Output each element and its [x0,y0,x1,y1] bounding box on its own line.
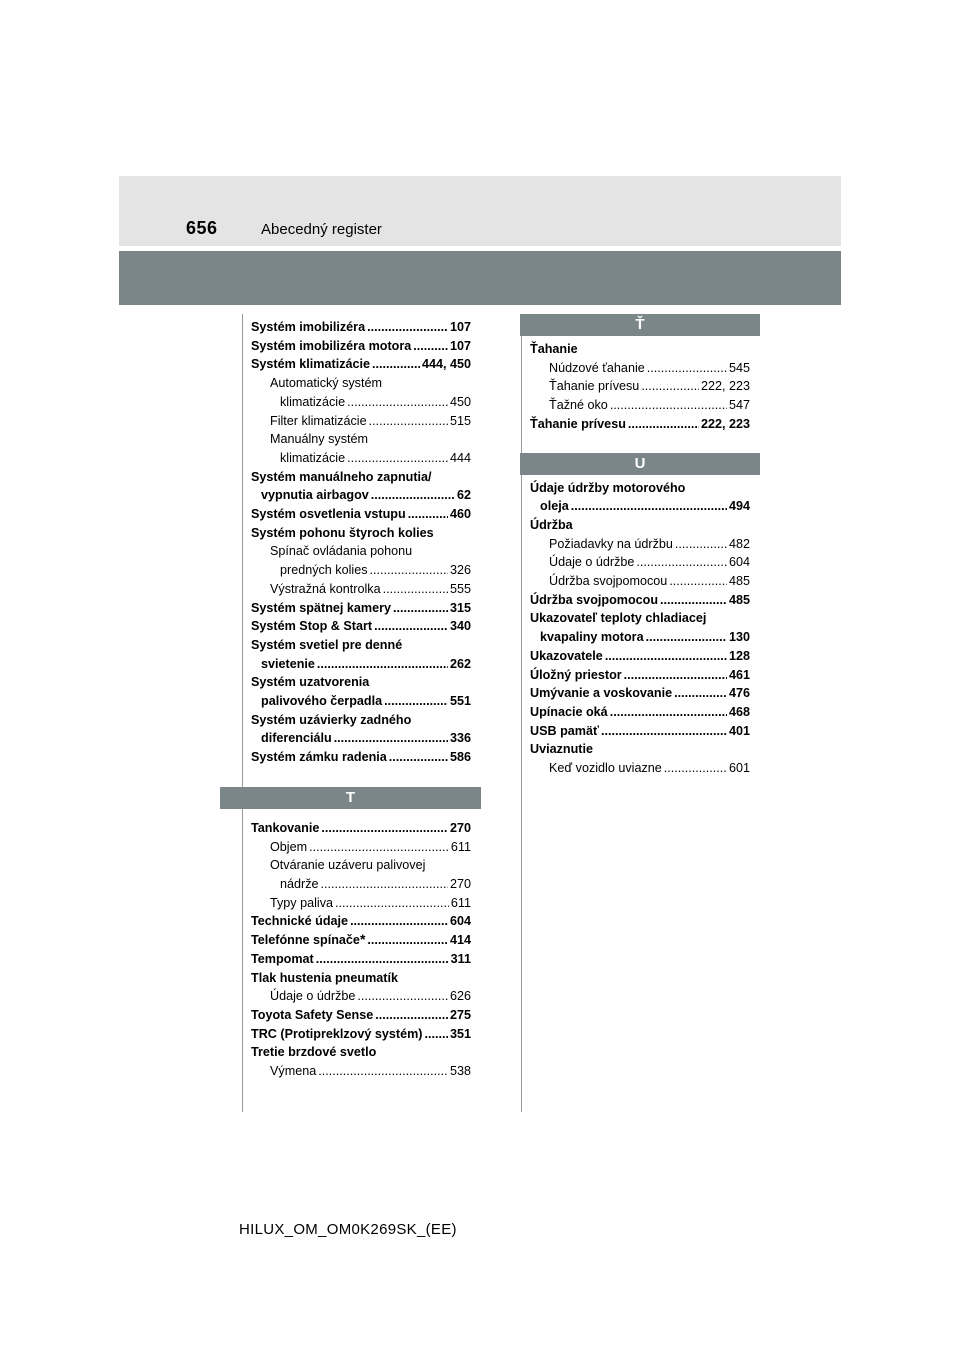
index-term: Automatický systém [270,376,382,391]
dot-leader [309,838,449,857]
index-term: Systém pohonu štyroch kolies [251,525,434,540]
index-entry [251,393,471,412]
index-entry [251,1062,471,1081]
index-entry [530,415,750,434]
dot-leader [641,377,699,396]
index-entry [251,729,471,748]
index-entry [251,524,471,543]
page-reference: 222, 223 [700,379,750,394]
page-reference: 545 [728,360,750,375]
section-header-u: U [520,453,760,475]
index-term: Otváranie uzáveru palivovej [270,858,426,873]
page-reference: 601 [728,761,750,776]
index-term: Ťahanie prívesu [530,416,626,431]
dot-leader [383,580,448,599]
index-term: Systém osvetlenia vstupu [251,507,406,522]
index-term: Systém Stop & Start [251,619,373,634]
index-term: Manuálny systém [270,432,368,447]
dot-leader [660,591,727,610]
index-entry [530,497,750,516]
dot-leader [370,561,448,580]
dot-leader [424,1025,448,1044]
index-entry: Telefónne spínače * ..... 414 [251,931,471,950]
index-entry [251,856,471,875]
page-reference: 494 [728,499,750,514]
section-header-t-caron: Ť [520,314,760,336]
index-term: predných kolies [280,563,368,578]
page-reference: 336 [449,731,471,746]
index-term: Tankovanie [251,820,320,835]
index-entry [530,591,750,610]
index-entry [251,838,471,857]
index-term: Uviaznutie [530,742,593,757]
column-rule-middle [521,314,522,1112]
page-reference: 444, 450 [421,357,471,372]
index-group [251,318,471,767]
index-term: Systém zámku radenia [251,750,387,765]
index-term: Ťahanie [530,342,578,356]
page-reference: 485 [728,574,750,589]
index-term: TRC (Protipreklzový systém) [251,1026,423,1041]
index-term: Požiadavky na údržbu [549,536,673,551]
index-term: Objem [270,839,308,854]
index-term: Ťažné oko [549,398,608,413]
index-entry [530,647,750,666]
index-group [251,819,471,1081]
index-entry [530,703,750,722]
page-reference: 311 [450,951,471,966]
index-term: Ukazovateľ teploty chladiacej [530,611,707,626]
index-entry [251,969,471,988]
dot-leader [318,1062,448,1081]
page-reference: 538 [449,1064,471,1079]
index-term: Údaje údržby motorového [530,480,686,495]
index-term: Výstražná kontrolka [270,581,381,596]
page-reference: 547 [728,398,750,413]
index-term: klimatizácie [280,450,346,465]
dot-leader [321,875,448,894]
index-term: Upínacie oká [530,704,608,719]
index-entry [251,748,471,767]
index-term: Údržba [530,517,573,532]
page-reference: 62 [456,488,471,503]
index-entry [530,516,750,535]
page-reference: 107 [449,338,471,353]
index-term: vypnutia airbagov [261,488,369,503]
index-entry [530,359,750,378]
dot-leader [347,449,448,468]
index-term: Systém spätnej kamery [251,600,392,615]
index-entry [251,950,471,969]
dot-leader [375,1006,448,1025]
page-reference: 450 [449,394,471,409]
index-term: Údržba svojpomocou [530,592,659,607]
page-reference: 270 [449,876,471,891]
page-reference: 485 [728,592,750,607]
index-entry [251,561,471,580]
dot-leader [664,759,727,778]
index-entry [530,396,750,415]
index-entry [530,722,750,741]
index-term: Systém imobilizéra [251,320,366,334]
index-entry [251,819,471,838]
index-term: Ťahanie prívesu [549,379,640,394]
dot-leader [646,628,727,647]
index-entry [251,1025,471,1044]
index-entry [530,609,750,628]
page-reference: 222, 223 [700,416,750,431]
dot-leader [350,912,448,931]
index-entry [251,505,471,524]
index-term: nádrže [280,876,319,891]
index-group [530,340,750,434]
index-entry [251,711,471,730]
dot-leader [316,950,449,969]
index-entry [251,912,471,931]
index-term: Typy paliva [270,895,333,910]
index-term: Tretie brzdové svetlo [251,1045,377,1060]
index-entry [251,337,471,356]
dot-leader [413,337,448,356]
page-reference: 128 [728,648,750,663]
page-reference: 326 [449,563,471,578]
index-group [530,479,750,778]
dot-leader [605,647,727,666]
index-entry [251,355,471,374]
index-term: Systém uzávierky zadného [251,712,412,727]
index-term: Telefónne spínače [251,933,360,948]
index-entry [530,759,750,778]
index-entry [530,535,750,554]
dot-leader [601,722,727,741]
page-number: 656 [186,218,218,238]
page-reference: 270 [449,820,471,835]
page-reference: 468 [728,704,750,719]
column-rule-left [242,314,243,1112]
page-reference: 461 [728,667,750,682]
page-reference: 555 [449,581,471,596]
index-entry [530,666,750,685]
page-reference: 611 [450,839,471,854]
dot-leader [675,535,727,554]
dot-leader [408,505,448,524]
index-entry [251,374,471,393]
dot-leader [393,599,448,618]
dot-leader [374,617,448,636]
index-term: Úložný priestor [530,667,622,682]
index-entry [251,636,471,655]
page-reference: 315 [449,600,471,615]
dot-leader [669,572,727,591]
index-entry [251,894,471,913]
index-entry [530,340,750,359]
index-entry [530,553,750,572]
index-entry [530,740,750,759]
index-entry [530,684,750,703]
index-entry [251,673,471,692]
section-header-t: T [220,787,481,809]
dot-leader [372,355,420,374]
page-reference: 262 [449,656,471,671]
dot-leader [571,497,727,516]
index-entry [251,580,471,599]
page-reference: 401 [728,723,750,738]
index-column-left [251,318,471,1081]
index-term: Údaje o údržbe [549,555,635,570]
index-term: Údaje o údržbe [270,989,356,1004]
index-term: Filter klimatizácie [270,413,367,428]
dot-leader [335,894,449,913]
index-entry [251,542,471,561]
index-term: Systém imobilizéra motora [251,338,412,353]
index-term: Systém manuálneho zapnutia/ [251,469,432,484]
page-reference: 482 [728,536,750,551]
page-reference: 626 [449,989,471,1004]
index-entry [251,1006,471,1025]
index-entry [251,692,471,711]
dot-leader [610,396,727,415]
index-entry [530,479,750,498]
page-reference: 611 [450,895,471,910]
index-entry [251,655,471,674]
page-reference: 340 [449,619,471,634]
page-reference: 444 [449,450,471,465]
dot-leader [610,703,727,722]
dot-leader [384,692,448,711]
index-entry [251,987,471,1006]
header-band [119,176,841,246]
index-entry [251,449,471,468]
index-term: kvapaliny motora [540,630,644,645]
index-term: Údržba svojpomocou [549,574,668,589]
dot-leader [674,684,727,703]
page-reference: 275 [449,1007,471,1022]
dot-leader [647,359,727,378]
index-term: Systém svetiel pre denné [251,637,403,652]
page-reference: 414 [449,933,471,948]
index-term: klimatizácie [280,394,346,409]
dot-leader [389,748,448,767]
index-entry [251,412,471,431]
index-entry [251,875,471,894]
dot-leader [369,412,448,431]
index-term: Ukazovatele [530,648,603,663]
index-entry [251,1043,471,1062]
index-entry [251,599,471,618]
index-term: palivového čerpadla [261,694,383,709]
page-reference: 130 [728,630,750,645]
index-entry [251,430,471,449]
dot-leader [347,393,448,412]
index-term: Núdzové ťahanie [549,360,645,375]
page-reference: 604 [449,914,471,929]
index-term: Systém klimatizácie [251,357,371,372]
dot-leader [624,666,727,685]
index-column-right [530,318,750,778]
dot-leader [367,318,448,337]
dot-leader [371,486,455,505]
page-title: Abecedný register [261,221,382,238]
index-term: USB pamäť [530,723,600,738]
page-reference: 551 [449,694,471,709]
index-term: Tempomat [251,951,314,966]
index-term: svietenie [261,656,315,671]
page-reference: 586 [449,750,471,765]
dot-leader [357,987,448,1006]
dot-leader [628,415,699,434]
index-term: diferenciálu [261,731,332,746]
index-entry [251,468,471,487]
index-entry [530,628,750,647]
index-entry [251,318,471,337]
index-term: Toyota Safety Sense [251,1007,374,1022]
page-reference: 107 [449,320,471,334]
page-reference: 351 [449,1026,471,1041]
document-code: HILUX_OM_OM0K269SK_(EE) [239,1221,457,1238]
dot-leader [317,655,448,674]
index-entry [251,486,471,505]
index-entry [251,617,471,636]
index-term: oleja [540,499,569,514]
page-reference: 460 [449,507,471,522]
dot-leader [334,729,448,748]
header-bar [119,251,841,305]
index-term: Umývanie a voskovanie [530,686,673,701]
page-reference: 515 [449,413,471,428]
index-entry [530,572,750,591]
index-term: Tlak hustenia pneumatík [251,970,398,985]
index-term: Systém uzatvorenia [251,675,370,690]
index-term: Spínač ovládania pohonu [270,544,413,559]
index-term: Technické údaje [251,914,349,929]
page-reference: 604 [728,555,750,570]
index-term: Výmena [270,1064,317,1079]
page-reference: 476 [728,686,750,701]
dot-leader [636,553,727,572]
dot-leader [321,819,448,838]
index-entry [530,377,750,396]
index-term: Keď vozidlo uviazne [549,761,662,776]
dot-leader [367,931,448,950]
